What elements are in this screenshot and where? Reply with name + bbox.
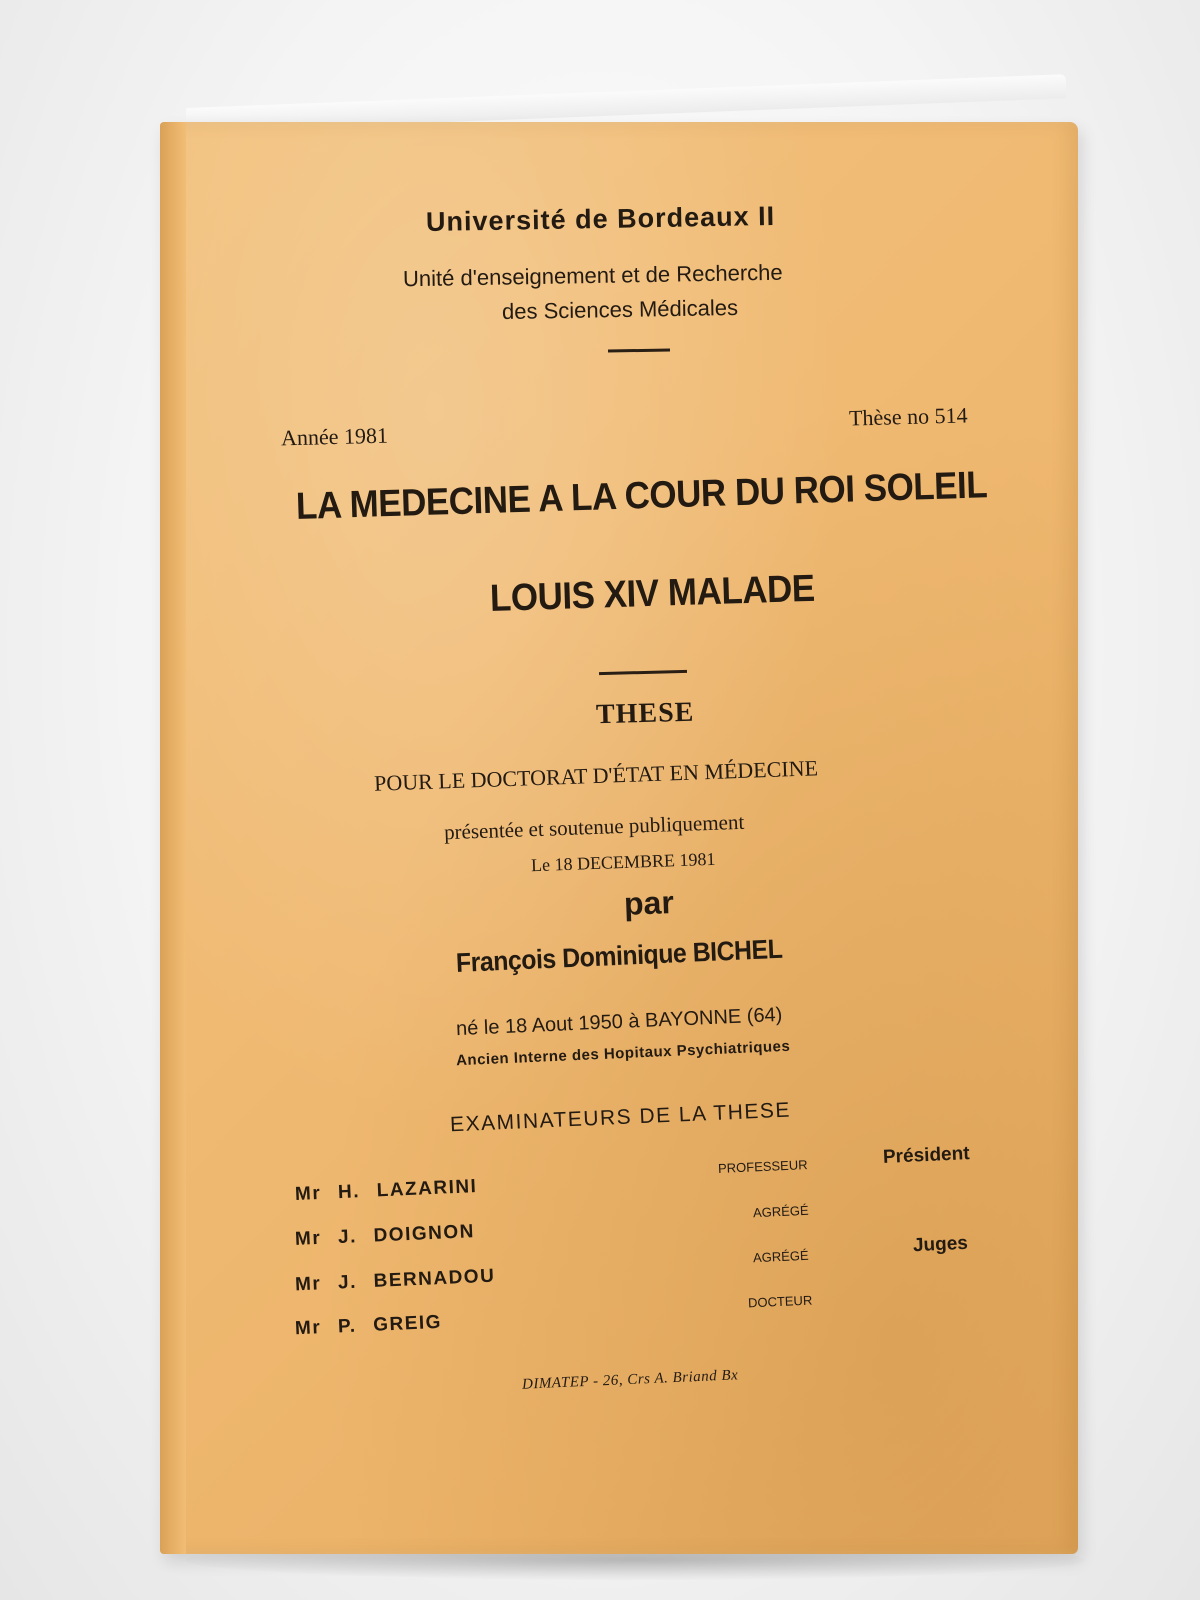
examiner-2-rank: AGRÉGÉ (752, 1202, 809, 1221)
examiner-1-rank: PROFESSEUR (717, 1157, 808, 1176)
role-judges: Juges (912, 1232, 969, 1257)
university-name: Université de Bordeaux II (425, 200, 776, 238)
printer-imprint: DIMATEP - 26, Crs A. Briand Bx (521, 1367, 739, 1393)
role-president: Président (882, 1143, 970, 1168)
examiner-3-rank: AGRÉGÉ (752, 1247, 809, 1266)
thesis-label: THESE (595, 696, 695, 731)
thesis-number: Thèse no 514 (848, 402, 968, 431)
presented-line: présentée et soutenue publiquement (443, 809, 745, 845)
examiner-1-name: Mr H. LAZARINI (294, 1176, 478, 1205)
thesis-book-cover (160, 122, 1078, 1554)
former-position: Ancien Interne des Hopitaux Psychiatriques (455, 1037, 791, 1070)
examiner-4-rank: DOCTEUR (747, 1292, 813, 1311)
examiner-3-name: Mr J. BERNADOU (294, 1265, 496, 1296)
by-word: par (623, 884, 675, 922)
divider-top (608, 348, 670, 352)
unit-line-1: Unité d'enseignement et de Recherche (402, 259, 783, 292)
title-line-2: LOUIS XIV MALADE (489, 567, 816, 620)
cover-text-area (160, 122, 1078, 1554)
degree-line: POUR LE DOCTORAT D'ÉTAT EN MÉDECINE (373, 755, 819, 796)
birth-line: né le 18 Aout 1950 à BAYONNE (64) (455, 1003, 783, 1041)
examiner-4-name: Mr P. GREIG (294, 1311, 443, 1340)
examiners-heading: EXAMINATEURS DE LA THESE (449, 1098, 792, 1137)
defense-date: Le 18 DECEMBRE 1981 (530, 848, 716, 876)
year-label: Année 1981 (280, 422, 389, 451)
unit-line-2: des Sciences Médicales (501, 294, 739, 325)
examiner-2-name: Mr J. DOIGNON (294, 1221, 476, 1250)
title-line-1: LA MEDECINE A LA COUR DU ROI SOLEIL (295, 464, 988, 528)
divider-middle (599, 670, 687, 675)
author-name: François Dominique BICHEL (455, 933, 783, 978)
